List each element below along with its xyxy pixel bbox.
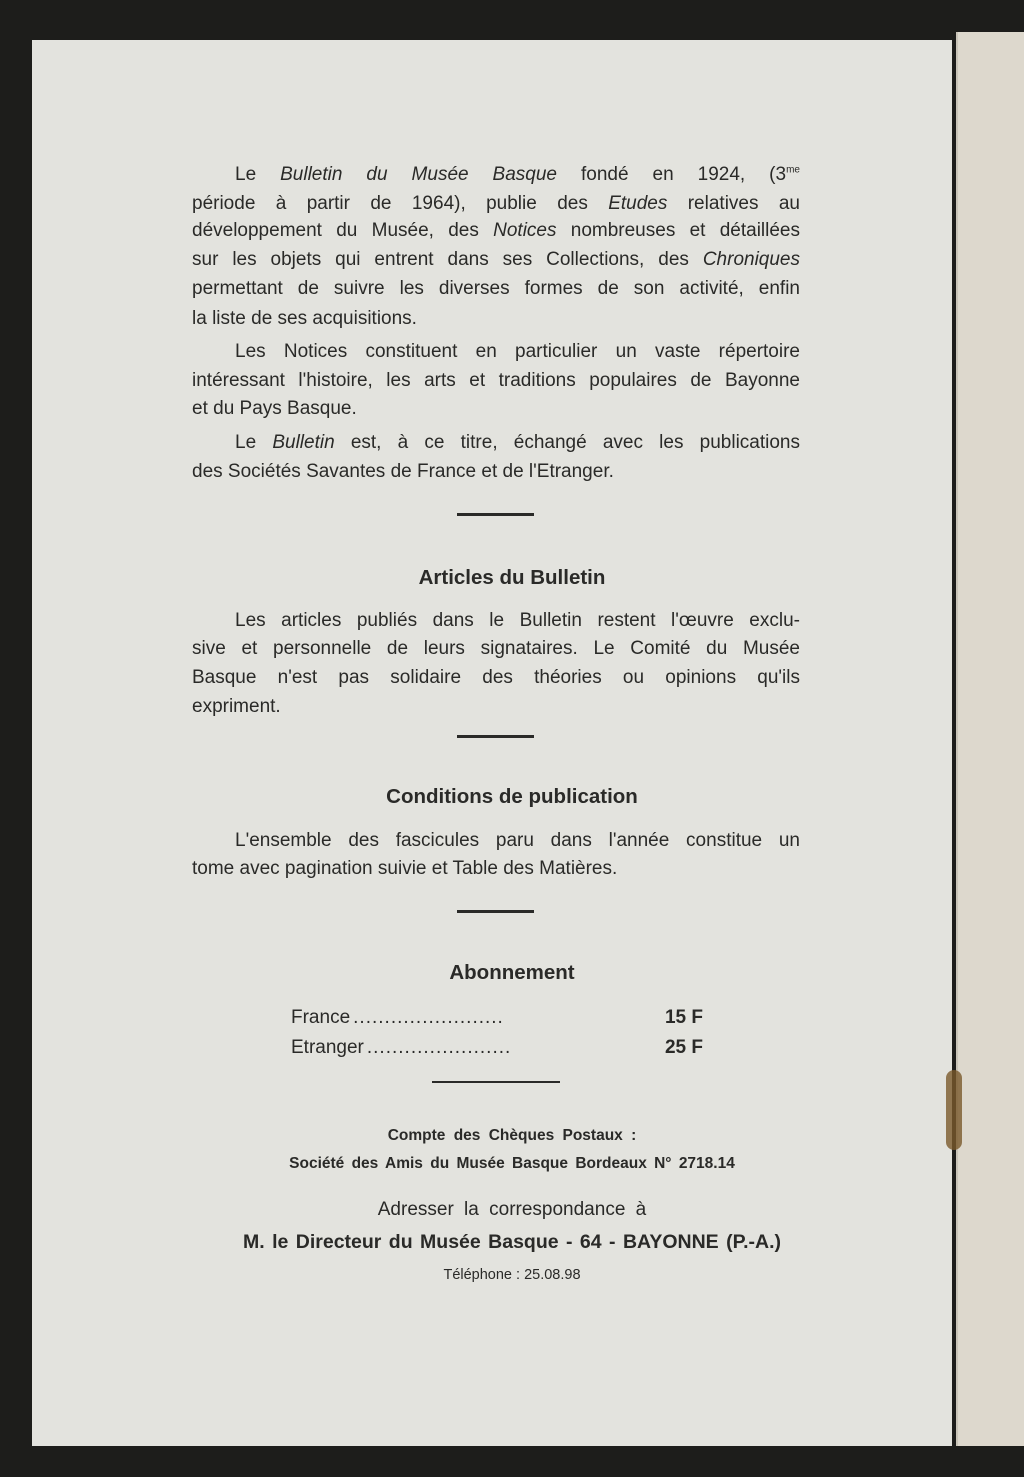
articles-text-line — [235, 609, 800, 633]
leader-dots: ........................ — [353, 1007, 504, 1028]
text-segment: développement du Musée, des — [192, 220, 494, 241]
text-segment: nombreuses et détaillées — [556, 220, 800, 241]
text-segment: des Sociétés Savantes de France et de l'Etranger. — [192, 461, 614, 482]
intro-text-line — [192, 307, 417, 331]
text-segment: permettant de suivre les diverses formes de son activité, enfin — [192, 278, 800, 299]
italic-text: Bulletin du Musée Basque — [280, 164, 558, 185]
text-segment: intéressant l'histoire, les arts et traditions populaires de Bayonne — [192, 370, 800, 391]
divider — [457, 910, 534, 913]
text-segment: Le — [235, 432, 273, 453]
intro-text-line — [235, 163, 800, 187]
text-segment: me — [786, 164, 800, 176]
conditions-text-line — [235, 829, 800, 853]
text-segment: relatives au — [667, 193, 800, 214]
articles-text-line — [192, 666, 800, 690]
italic-text: Notices — [493, 220, 557, 241]
heading-articles: Articles du Bulletin — [418, 566, 606, 589]
heading-abonnement: Abonnement — [449, 961, 575, 984]
italic-text: Chroniques — [702, 249, 800, 270]
divider — [457, 513, 534, 516]
text-segment: Le — [235, 164, 281, 185]
text-segment: expriment. — [192, 696, 281, 717]
telephone: Téléphone : 25.08.98 — [443, 1267, 581, 1283]
intro-text-line — [192, 460, 614, 484]
text-segment: sur les objets qui entrent dans ses Collections, des — [192, 249, 703, 270]
heading-conditions: Conditions de publication — [386, 785, 638, 808]
text-segment: sive et personnelle de leurs signataires. Le Comité du Musée — [192, 638, 800, 659]
italic-text: Bulletin — [272, 432, 335, 453]
intro-text-line — [235, 340, 800, 364]
text-segment: Les articles publiés dans le Bulletin restent l'œuvre exclu- — [235, 610, 800, 631]
intro-text-line — [192, 219, 800, 243]
text-segment: est, à ce titre, échangé avec les publications — [334, 432, 800, 453]
price-value: 15 F — [664, 1007, 703, 1028]
text-segment: Les Notices constituent en particulier un vaste répertoire — [235, 341, 800, 362]
text-segment: période à partir de 1964), publie des — [192, 193, 609, 214]
intro-text-line — [192, 397, 357, 421]
intro-text-line — [235, 431, 800, 455]
divider — [432, 1081, 560, 1083]
director-address: M. le Directeur du Musée Basque - 64 - BAYONNE (P.-A.) — [243, 1231, 781, 1253]
intro-text-line — [192, 277, 800, 301]
price-row-etranger — [291, 1036, 703, 1060]
societe-account: Société des Amis du Musée Basque Bordeaux N° 2718.14 — [289, 1155, 735, 1172]
intro-text-line — [192, 192, 800, 216]
intro-text-line — [192, 248, 800, 272]
text-segment: et du Pays Basque. — [192, 398, 357, 419]
text-segment: tome avec pagination suivie et Table des Matières. — [192, 858, 618, 879]
divider — [457, 735, 534, 738]
leader-dots: ....................... — [366, 1037, 512, 1058]
price-label: Etranger — [291, 1037, 364, 1058]
compte-cheques: Compte des Chèques Postaux : — [387, 1127, 637, 1144]
text-segment: L'ensemble des fascicules paru dans l'année constitue un — [235, 830, 800, 851]
articles-text-line — [192, 695, 281, 719]
intro-text-line — [192, 369, 800, 393]
price-value: 25 F — [664, 1037, 703, 1058]
text-segment: Basque n'est pas solidaire des théories ou opinions qu'ils — [192, 667, 800, 688]
italic-text: Etudes — [608, 193, 668, 214]
price-label: France — [291, 1007, 351, 1028]
price-row-france — [291, 1006, 703, 1030]
text-segment: fondé en 1924, (3 — [557, 164, 787, 185]
conditions-text-line — [192, 857, 617, 881]
adresser-line: Adresser la correspondance à — [377, 1199, 647, 1220]
articles-text-line — [192, 637, 800, 661]
text-segment: la liste de ses acquisitions. — [192, 308, 417, 329]
